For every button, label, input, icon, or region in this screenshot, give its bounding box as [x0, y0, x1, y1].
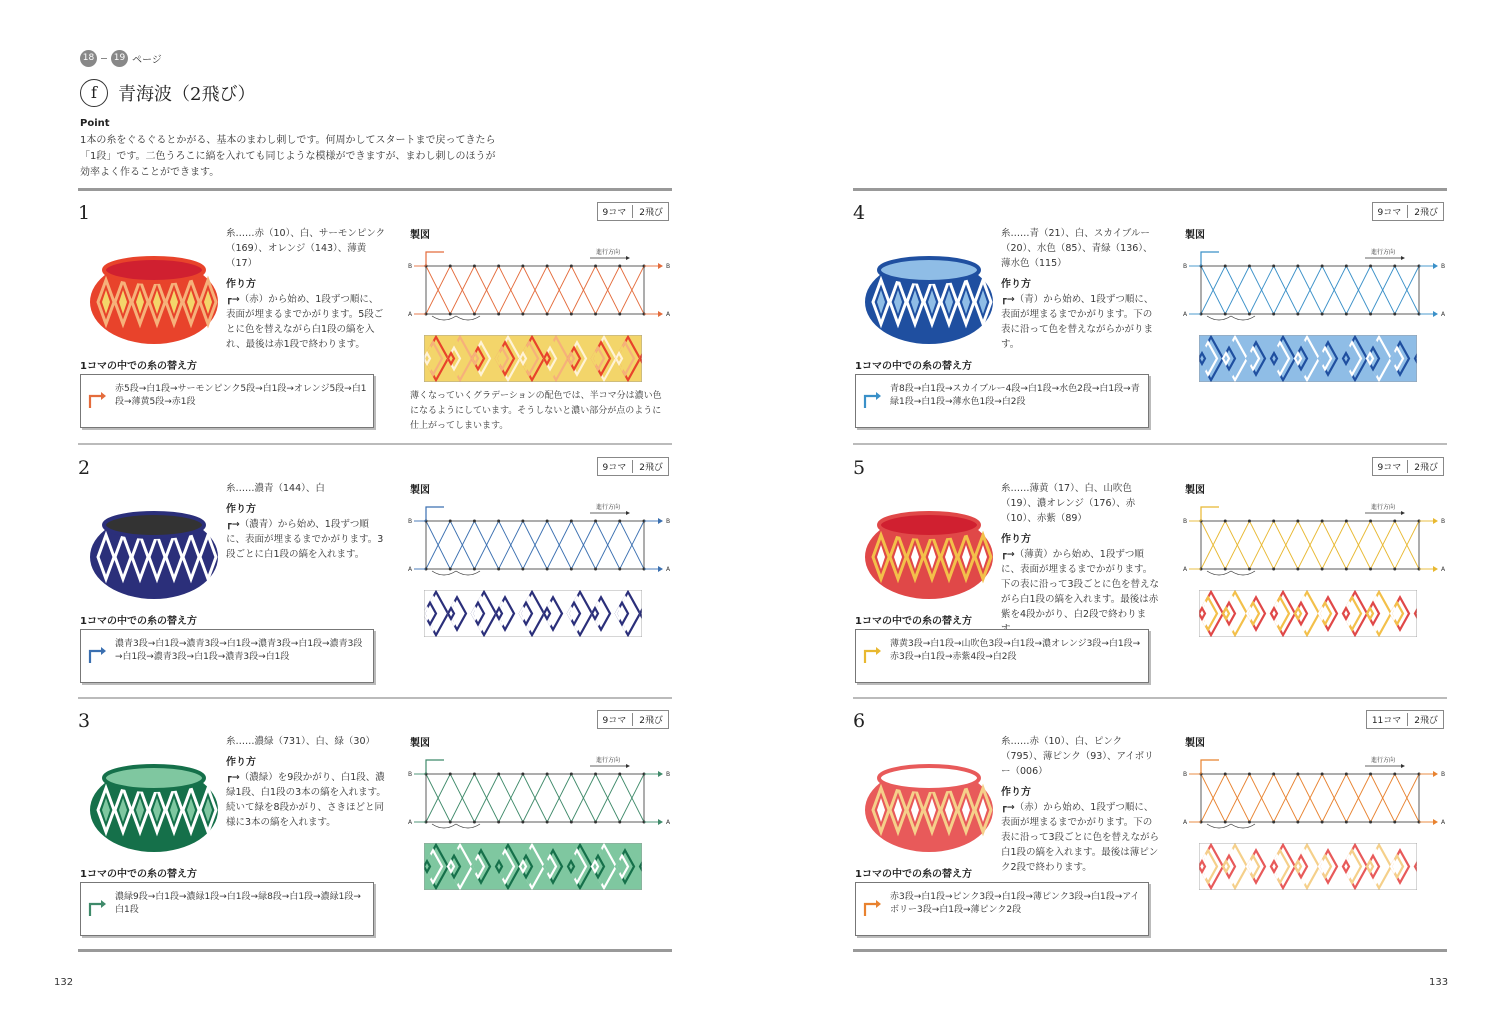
bracelet-photo — [859, 748, 999, 858]
thread-label: 糸…… — [226, 228, 255, 239]
diagram-label: 製図 — [1185, 738, 1205, 749]
project-number: 5 — [853, 457, 866, 479]
point-b-label: B — [1441, 771, 1445, 778]
start-arrow-icon — [88, 898, 108, 918]
pattern-strip — [424, 590, 642, 637]
koma-count: 9コマ — [1377, 463, 1402, 473]
point-b-label: B — [666, 263, 670, 270]
materials-block — [226, 481, 386, 562]
tobi-count: 2飛び — [639, 208, 663, 218]
project-panel-1 — [78, 190, 671, 438]
tag-separator — [1407, 713, 1408, 726]
page-reference — [80, 50, 255, 67]
materials-block — [226, 734, 386, 830]
tobi-count: 2飛び — [1414, 208, 1438, 218]
change-heading: 1コマの中での糸の替え方 — [855, 361, 972, 372]
change-box — [855, 374, 1149, 428]
point-label: Point — [80, 118, 110, 129]
method-text — [226, 292, 386, 352]
method-body: （濃青）から始め、1段ずつ順に、表面が埋まるまでかがります。3段ごとに白1段の縞を入れます。 — [226, 519, 384, 560]
project-note: 薄くなっていくグラデーションの配色では、半コマ分は濃い色になるようにしています。そうしないと濃い部分が点のように仕上がってしまいます。 — [410, 391, 662, 431]
materials-block — [1001, 481, 1161, 637]
materials-block — [1001, 734, 1161, 875]
bracelet-photo — [84, 495, 224, 605]
start-arrow-icon: ┏→ — [226, 772, 240, 783]
point-a-label: A — [1183, 311, 1188, 318]
koma-tag — [597, 710, 669, 729]
pattern-strip — [1199, 843, 1417, 890]
direction-label: 進行方向 — [596, 757, 621, 764]
method-heading: 作り方 — [1001, 534, 1031, 545]
page-suffix: ページ — [132, 55, 162, 66]
method-text — [226, 517, 386, 562]
page-badge-19: 19 — [111, 50, 128, 67]
pattern-strip — [424, 335, 642, 382]
point-a-label: A — [1441, 311, 1445, 318]
change-box — [80, 882, 374, 936]
koma-count: 9コマ — [602, 208, 627, 218]
project-number: 4 — [853, 202, 866, 224]
koma-tag — [597, 202, 669, 221]
tag-separator — [632, 713, 633, 726]
page-number-left: 132 — [54, 977, 74, 988]
start-arrow-icon: ┏→ — [1001, 294, 1015, 305]
direction-label: 進行方向 — [1371, 249, 1396, 256]
diagram-label: 製図 — [1185, 230, 1205, 241]
point-a-label: A — [408, 311, 413, 318]
badge-dash — [101, 58, 107, 59]
method-heading: 作り方 — [226, 279, 256, 290]
method-body: （赤）から始め、1段ずつ順に、表面が埋まるまでかがります。5段ごとに色を替えながら白1段の縞を入れ、最後は赤1段で終わります。 — [226, 294, 384, 350]
change-box — [80, 629, 374, 683]
thread-colors: 青（21）、白、スカイブルー（20）、水色（85）、青緑（136）、薄水色（115） — [1001, 228, 1153, 269]
project-number: 6 — [853, 710, 866, 732]
koma-tag — [597, 457, 669, 476]
thread-line — [226, 226, 386, 271]
method-text — [1001, 800, 1161, 875]
change-heading: 1コマの中での糸の替え方 — [80, 616, 197, 627]
start-arrow-icon — [88, 645, 108, 665]
project-number: 3 — [78, 710, 91, 732]
project-panel-5 — [853, 445, 1446, 693]
title-letter-badge: f — [80, 79, 108, 107]
start-arrow-icon: ┏→ — [1001, 549, 1015, 560]
koma-count: 9コマ — [602, 463, 627, 473]
method-body: （濃緑）を9段かがり、白1段、濃緑1段、白1段の3本の縞を入れます。続いて緑を8段かがり、さきほどと同様に3本の縞を入れます。 — [226, 772, 386, 828]
materials-block — [226, 226, 386, 352]
project-panel-3 — [78, 698, 671, 946]
project-number: 2 — [78, 457, 91, 479]
pattern-diagram — [400, 246, 670, 332]
method-text — [226, 770, 386, 830]
point-b-label: B — [1441, 518, 1445, 525]
project-number: 1 — [78, 202, 91, 224]
change-box — [855, 882, 1149, 936]
pattern-strip — [1199, 590, 1417, 637]
pattern-strip — [1199, 335, 1417, 382]
point-a-label: A — [1441, 819, 1445, 826]
diagram-label: 製図 — [410, 738, 430, 749]
method-body: （赤）から始め、1段ずつ順に、表面が埋まるまでかがります。下の表に沿って3段ごとに色を替えながら白1段の縞を入れます。最後は薄ピンク2段で終わります。 — [1001, 802, 1160, 873]
koma-tag — [1372, 457, 1444, 476]
point-b-label: B — [1183, 771, 1188, 778]
pattern-diagram — [1175, 501, 1445, 587]
method-text — [1001, 292, 1161, 352]
direction-label: 進行方向 — [596, 249, 621, 256]
diagram-label: 製図 — [1185, 485, 1205, 496]
point-text: 1本の糸をぐるぐるとかがる、基本のまわし刺しです。何周かしてスタートまで戻ってきたら「1段」です。二色うろこに縞を入れても同じような模様ができますが、まわし刺しのほうが効率よく作ることができます。 — [80, 135, 496, 178]
method-heading: 作り方 — [226, 504, 256, 515]
start-arrow-icon — [863, 390, 883, 410]
title-row — [80, 79, 255, 107]
point-b-label: B — [408, 263, 413, 270]
page-number-right: 133 — [1429, 977, 1449, 988]
tobi-count: 2飛び — [639, 716, 663, 726]
thread-colors: 赤（10）、白、サーモンピンク（169）、オレンジ（143）、薄黄（17） — [226, 228, 386, 269]
method-body: （薄黄）から始め、1段ずつ順に、表面が埋まるまでかがります。下の表に沿って3段ごとに色を替えながら白1段の縞を入れます。最後は赤紫を4段かがり、白2段で終わりま — [1001, 549, 1160, 620]
thread-label: 糸…… — [1001, 483, 1030, 494]
point-b-label: B — [1183, 263, 1188, 270]
start-arrow-icon: ┏→ — [1001, 802, 1015, 813]
point-b-label: B — [666, 771, 670, 778]
tobi-count: 2飛び — [1414, 716, 1438, 726]
point-a-label: A — [1441, 566, 1445, 573]
method-body: （青）から始め、1段ずつ順に、表面が埋まるまでかがります。下の表に沿って色を替えながらかがります。 — [1001, 294, 1154, 350]
start-arrow-icon — [863, 645, 883, 665]
thread-colors: 赤（10）、白、ピンク（795）、薄ピンク（93）、アイボリー（006） — [1001, 736, 1154, 777]
point-a-label: A — [666, 819, 670, 826]
change-heading: 1コマの中での糸の替え方 — [80, 361, 197, 372]
section-header — [80, 50, 255, 107]
thread-line — [1001, 226, 1161, 271]
koma-tag — [1372, 202, 1444, 221]
start-arrow-icon — [863, 898, 883, 918]
bracelet-photo — [859, 495, 999, 605]
koma-tag — [1366, 710, 1444, 729]
tag-separator — [632, 460, 633, 473]
section-title: 青海波（2飛び） — [118, 84, 256, 105]
change-sequence: 赤3段→白1段→ピンク3段→白1段→薄ピンク3段→白1段→アイボリー3段→白1段→薄ピンク2段 — [890, 892, 1140, 915]
tobi-count: 2飛び — [1414, 463, 1438, 473]
project-panel-4 — [853, 190, 1446, 438]
thread-label: 糸…… — [226, 736, 255, 747]
change-heading: 1コマの中での糸の替え方 — [80, 869, 197, 880]
change-sequence: 濃緑9段→白1段→濃緑1段→白1段→緑8段→白1段→濃緑1段→白1段 — [115, 892, 361, 915]
change-heading: 1コマの中での糸の替え方 — [855, 616, 972, 627]
bottom-rule-right — [853, 949, 1447, 952]
tag-separator — [632, 205, 633, 218]
point-a-label: A — [408, 819, 413, 826]
point-a-label: A — [408, 566, 413, 573]
page-badge-18: 18 — [80, 50, 97, 67]
thread-colors: 薄黄（17）、白、山吹色（19）、濃オレンジ（176）、赤（10）、赤紫（89） — [1001, 483, 1136, 524]
pattern-diagram — [1175, 246, 1445, 332]
thread-label: 糸…… — [1001, 228, 1030, 239]
pattern-diagram — [1175, 754, 1445, 840]
point-a-label: A — [1183, 566, 1188, 573]
change-sequence: 濃青3段→白1段→濃青3段→白1段→濃青3段→白1段→濃青3段→白1段→濃青3段→白1段→濃青3段→白1段 — [115, 639, 363, 662]
pattern-diagram — [400, 501, 670, 587]
thread-colors: 濃緑（731）、白、緑（30） — [254, 736, 375, 747]
point-b-label: B — [1183, 518, 1188, 525]
start-arrow-icon: ┏→ — [226, 294, 240, 305]
thread-line — [226, 734, 386, 749]
diagram-label: 製図 — [410, 485, 430, 496]
method-heading: 作り方 — [226, 757, 256, 768]
change-sequence: 赤5段→白1段→サーモンピンク5段→白1段→オレンジ5段→白1段→薄黄5段→赤1段 — [115, 384, 367, 407]
point-a-label: A — [666, 311, 670, 318]
materials-block — [1001, 226, 1161, 352]
bracelet-photo — [84, 240, 224, 350]
pattern-diagram — [400, 754, 670, 840]
change-sequence: 薄黄3段→白1段→山吹色3段→白1段→濃オレンジ3段→白1段→赤3段→白1段→赤紫4段→白2段 — [890, 639, 1141, 662]
point-b-label: B — [408, 771, 413, 778]
thread-line — [1001, 734, 1161, 779]
bottom-rule-left — [78, 949, 672, 952]
tag-separator — [1407, 205, 1408, 218]
change-box — [855, 629, 1149, 683]
bracelet-photo — [84, 748, 224, 858]
koma-count: 11コマ — [1371, 716, 1402, 726]
point-a-label: A — [666, 566, 670, 573]
diagram-label: 製図 — [410, 230, 430, 241]
direction-label: 進行方向 — [1371, 757, 1396, 764]
change-sequence: 青8段→白1段→スカイブルー4段→白1段→水色2段→白1段→青緑1段→白1段→薄水色1段→白2段 — [890, 384, 1140, 407]
change-heading: 1コマの中での糸の替え方 — [855, 869, 972, 880]
thread-label: 糸…… — [226, 483, 255, 494]
thread-colors: 濃青（144）、白 — [254, 483, 325, 494]
change-box — [80, 374, 374, 428]
point-a-label: A — [1183, 819, 1188, 826]
direction-label: 進行方向 — [1371, 504, 1396, 511]
project-panel-2 — [78, 445, 671, 693]
point-b-label: B — [666, 518, 670, 525]
koma-count: 9コマ — [602, 716, 627, 726]
thread-line — [1001, 481, 1161, 526]
koma-count: 9コマ — [1377, 208, 1402, 218]
start-arrow-icon — [88, 390, 108, 410]
tag-separator — [1407, 460, 1408, 473]
thread-label: 糸…… — [1001, 736, 1030, 747]
thread-line — [226, 481, 386, 496]
tobi-count: 2飛び — [639, 463, 663, 473]
method-heading: 作り方 — [1001, 787, 1031, 798]
project-panel-6 — [853, 698, 1446, 946]
direction-label: 進行方向 — [596, 504, 621, 511]
bracelet-photo — [859, 240, 999, 350]
point-b-label: B — [1441, 263, 1445, 270]
pattern-strip — [424, 843, 642, 890]
method-text — [1001, 547, 1161, 637]
start-arrow-icon: ┏→ — [226, 519, 240, 530]
point-b-label: B — [408, 518, 413, 525]
method-heading: 作り方 — [1001, 279, 1031, 290]
